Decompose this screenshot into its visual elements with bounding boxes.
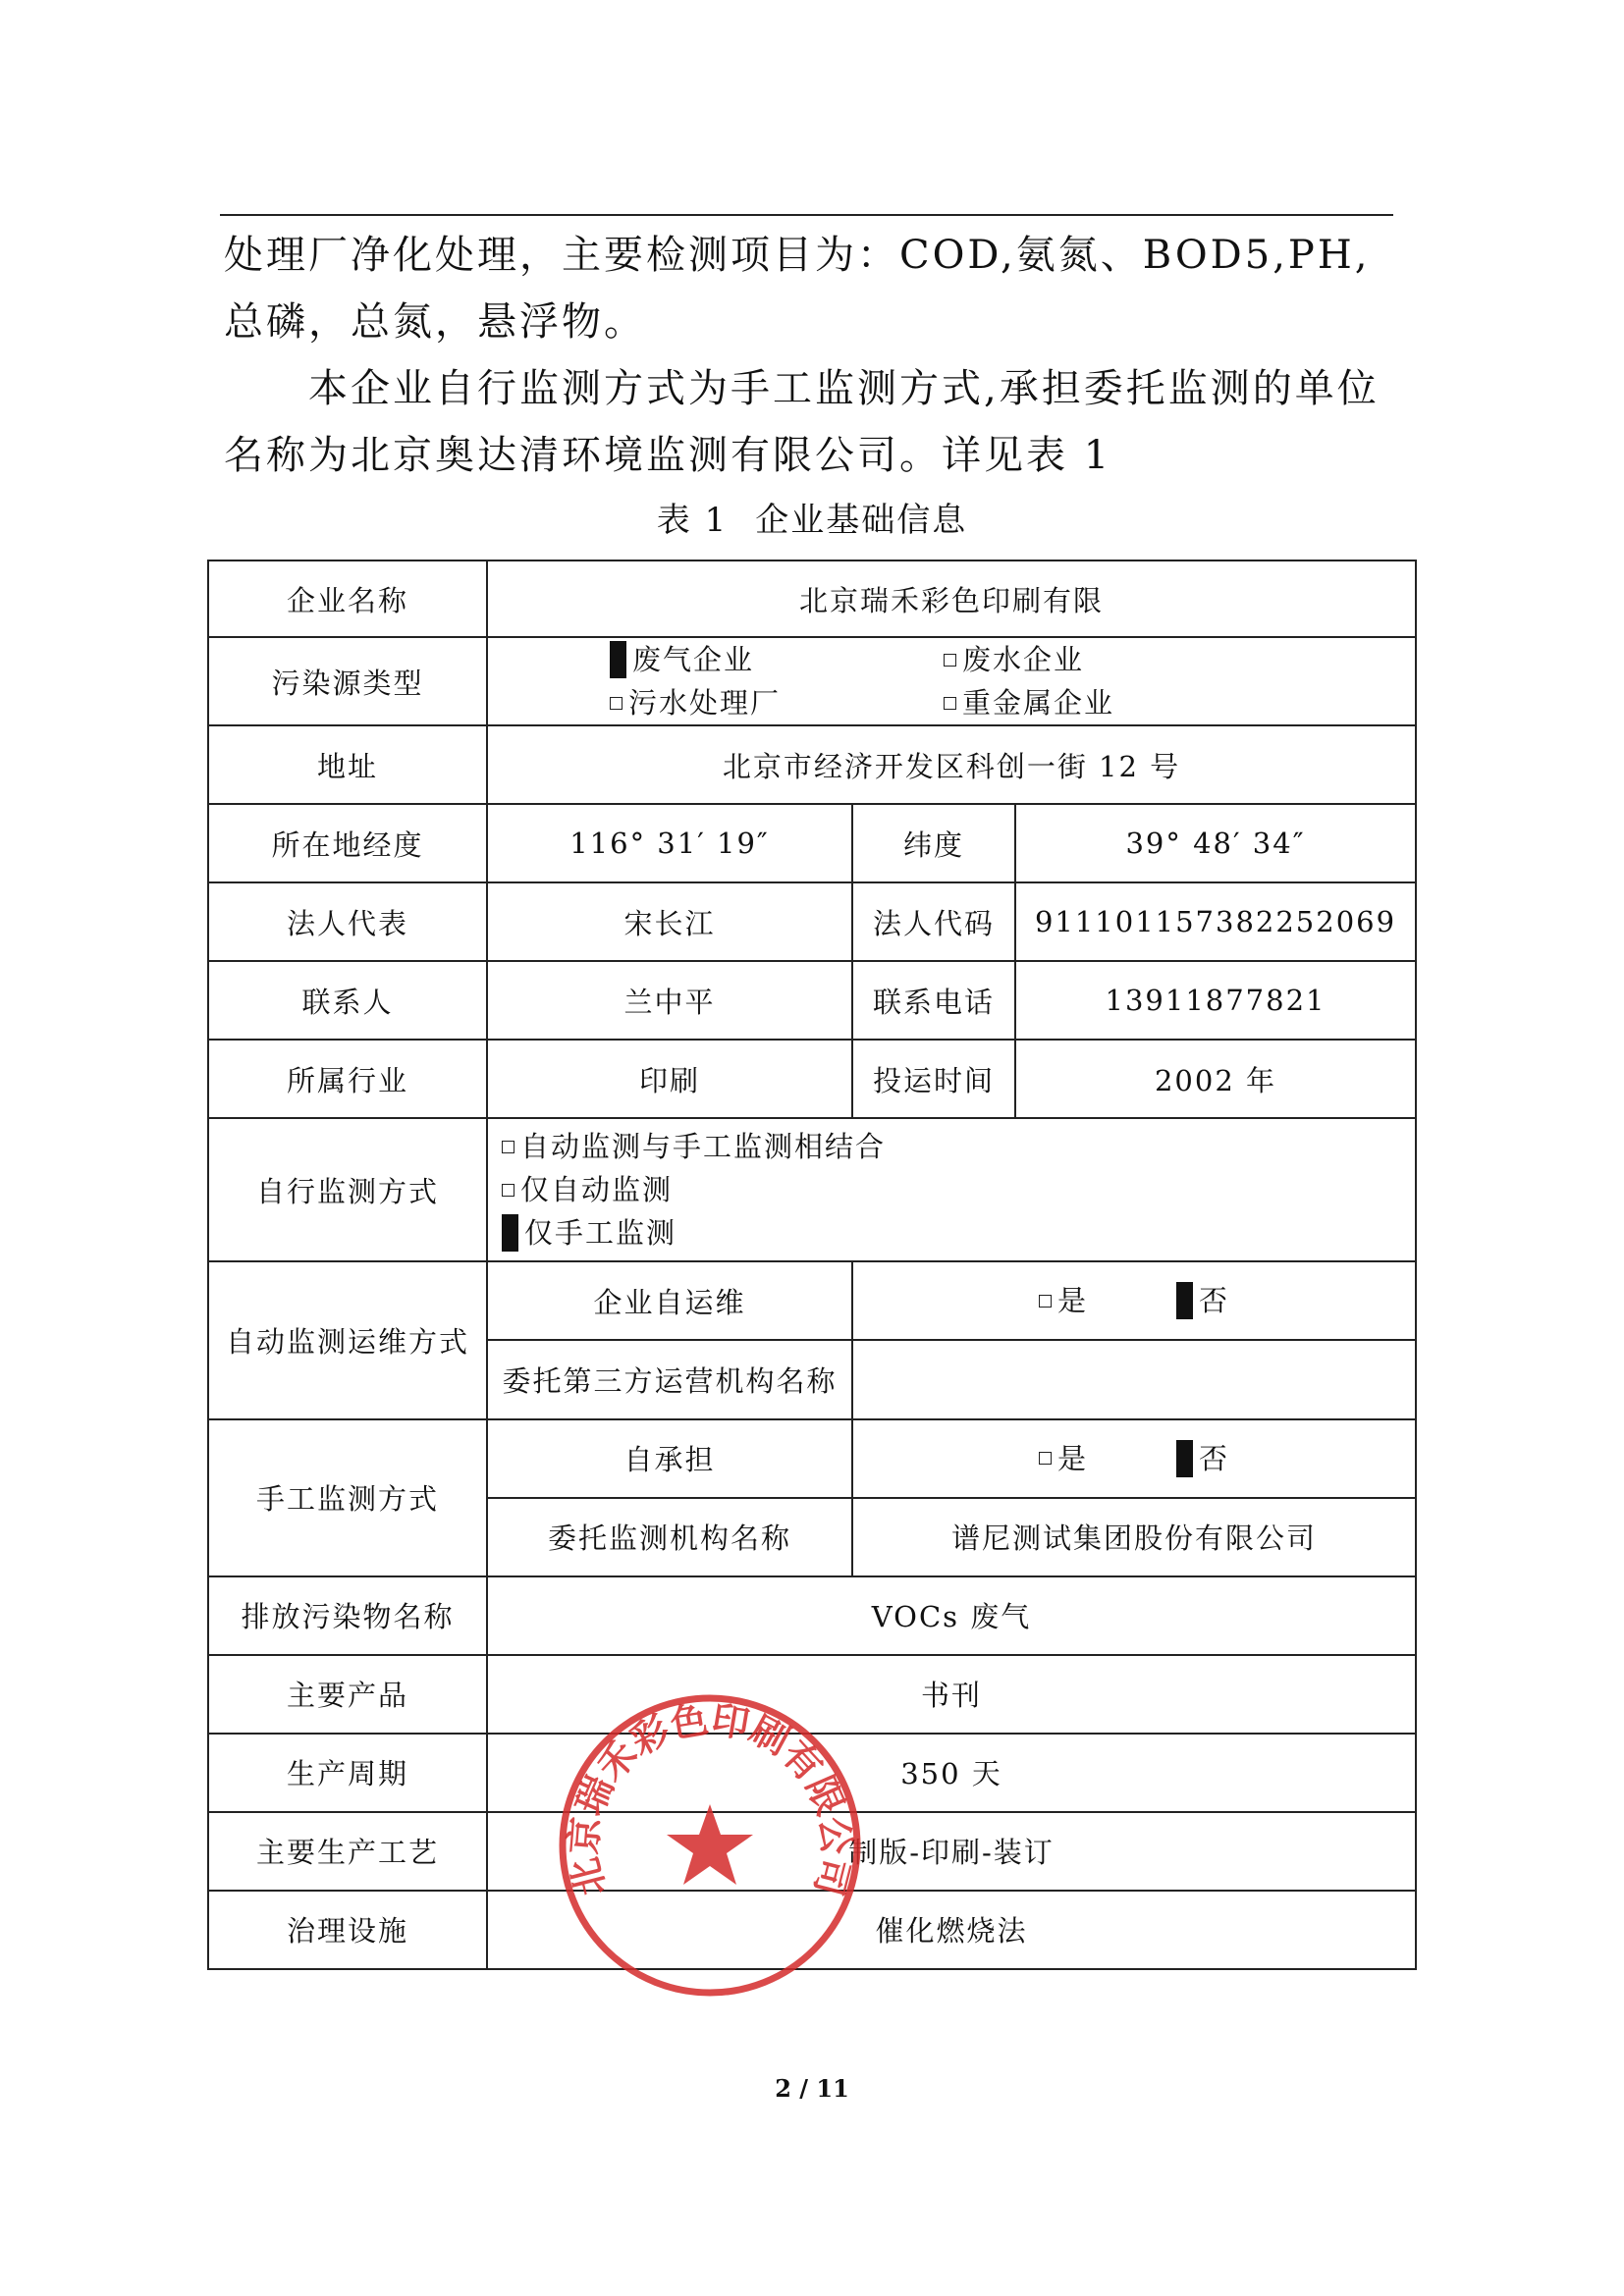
process-value: 制版-印刷-装订 — [487, 1812, 1416, 1891]
unchecked-box-icon — [610, 697, 623, 710]
product-value: 书刊 — [487, 1655, 1416, 1734]
yes-option[interactable]: 是 — [1039, 1437, 1088, 1480]
company-label: 企业名称 — [208, 561, 487, 637]
emission-label: 排放污染物名称 — [208, 1576, 487, 1655]
table-caption — [0, 493, 1624, 541]
entrusted-label: 委托监测机构名称 — [487, 1498, 852, 1576]
pollution-options — [487, 637, 1416, 725]
seal-star-icon — [667, 1804, 753, 1885]
manual-self-label: 自承担 — [487, 1419, 852, 1498]
checked-box-icon — [610, 641, 626, 678]
address-value: 北京市经济开发区科创一街 12 号 — [487, 725, 1416, 804]
no-option[interactable]: 否 — [1176, 1437, 1229, 1480]
pollution-option[interactable]: 重金属企业 — [944, 681, 1238, 724]
self-monitor-label: 自行监测方式 — [208, 1118, 487, 1261]
process-label: 主要生产工艺 — [208, 1812, 487, 1891]
third-party-label: 委托第三方运营机构名称 — [487, 1340, 852, 1418]
paragraph-1: 处理厂净化处理，主要检测项目为：COD,氨氮、BOD5,PH,总磷，总氮，悬浮物。 — [224, 233, 1371, 345]
contact-label: 联系人 — [208, 961, 487, 1040]
treatment-value: 催化燃烧法 — [487, 1891, 1416, 1969]
emission-value: VOCs 废气 — [487, 1576, 1416, 1655]
monitor-option[interactable]: 自动监测与手工监测相结合 — [502, 1125, 1411, 1168]
checked-box-icon — [1176, 1282, 1193, 1319]
industry-label: 所属行业 — [208, 1040, 487, 1118]
pollution-option[interactable]: 废水企业 — [944, 638, 1238, 681]
caption-number: 表 1 — [656, 501, 729, 540]
monitor-option[interactable]: 仅手工监测 — [502, 1211, 1411, 1255]
longitude-value: 116° 31′ 19″ — [487, 804, 852, 882]
seal-text: 北京瑞禾彩色印刷有限公司 — [560, 1696, 860, 1901]
unchecked-box-icon — [1039, 1295, 1052, 1308]
address-label: 地址 — [208, 725, 487, 804]
longitude-label: 所在地经度 — [208, 804, 487, 882]
company-seal — [553, 1688, 867, 2002]
unchecked-box-icon — [502, 1184, 514, 1197]
unchecked-box-icon — [502, 1141, 514, 1153]
unchecked-box-icon — [944, 697, 956, 710]
legal-code-value: 911101157382252069 — [1015, 882, 1416, 961]
pollution-option[interactable]: 污水处理厂 — [610, 681, 944, 724]
start-value: 2002 年 — [1015, 1040, 1416, 1118]
treatment-label: 治理设施 — [208, 1891, 487, 1969]
auto-self-choice — [852, 1261, 1416, 1340]
pollution-label: 污染源类型 — [208, 637, 487, 725]
third-party-value — [852, 1340, 1416, 1418]
manual-self-choice — [852, 1419, 1416, 1498]
checked-box-icon — [1176, 1440, 1193, 1477]
no-option[interactable]: 否 — [1176, 1279, 1229, 1322]
start-label: 投运时间 — [852, 1040, 1015, 1118]
monitor-option[interactable]: 仅自动监测 — [502, 1168, 1411, 1211]
latitude-label: 纬度 — [852, 804, 1015, 882]
pollution-option[interactable]: 废气企业 — [610, 638, 944, 681]
phone-value: 13911877821 — [1015, 961, 1416, 1040]
company-value: 北京瑞禾彩色印刷有限 — [487, 561, 1416, 637]
legal-rep-value: 宋长江 — [487, 882, 852, 961]
auto-self-label: 企业自运维 — [487, 1261, 852, 1340]
cycle-label: 生产周期 — [208, 1734, 487, 1812]
checked-box-icon — [502, 1214, 518, 1252]
unchecked-box-icon — [1039, 1452, 1052, 1465]
latitude-value: 39° 48′ 34″ — [1015, 804, 1416, 882]
legal-rep-label: 法人代表 — [208, 882, 487, 961]
manual-label: 手工监测方式 — [208, 1419, 487, 1576]
product-label: 主要产品 — [208, 1655, 487, 1734]
unchecked-box-icon — [944, 654, 956, 667]
yes-option[interactable]: 是 — [1039, 1279, 1088, 1322]
self-monitor-options — [487, 1118, 1416, 1261]
entrusted-value: 谱尼测试集团股份有限公司 — [852, 1498, 1416, 1576]
industry-value: 印刷 — [487, 1040, 852, 1118]
contact-value: 兰中平 — [487, 961, 852, 1040]
page-number: 2 / 11 — [775, 2074, 849, 2103]
svg-text:北京瑞禾彩色印刷有限公司 — [561, 1696, 859, 1900]
auto-om-label: 自动监测运维方式 — [208, 1261, 487, 1418]
phone-label: 联系电话 — [852, 961, 1015, 1040]
legal-code-label: 法人代码 — [852, 882, 1015, 961]
top-rule — [220, 214, 1393, 216]
caption-title: 企业基础信息 — [755, 501, 968, 540]
paragraph-2: 本企业自行监测方式为手工监测方式,承担委托监测的单位名称为北京奥达清环境监测有限公司。详见表 1 — [224, 366, 1380, 478]
cycle-value: 350 天 — [487, 1734, 1416, 1812]
